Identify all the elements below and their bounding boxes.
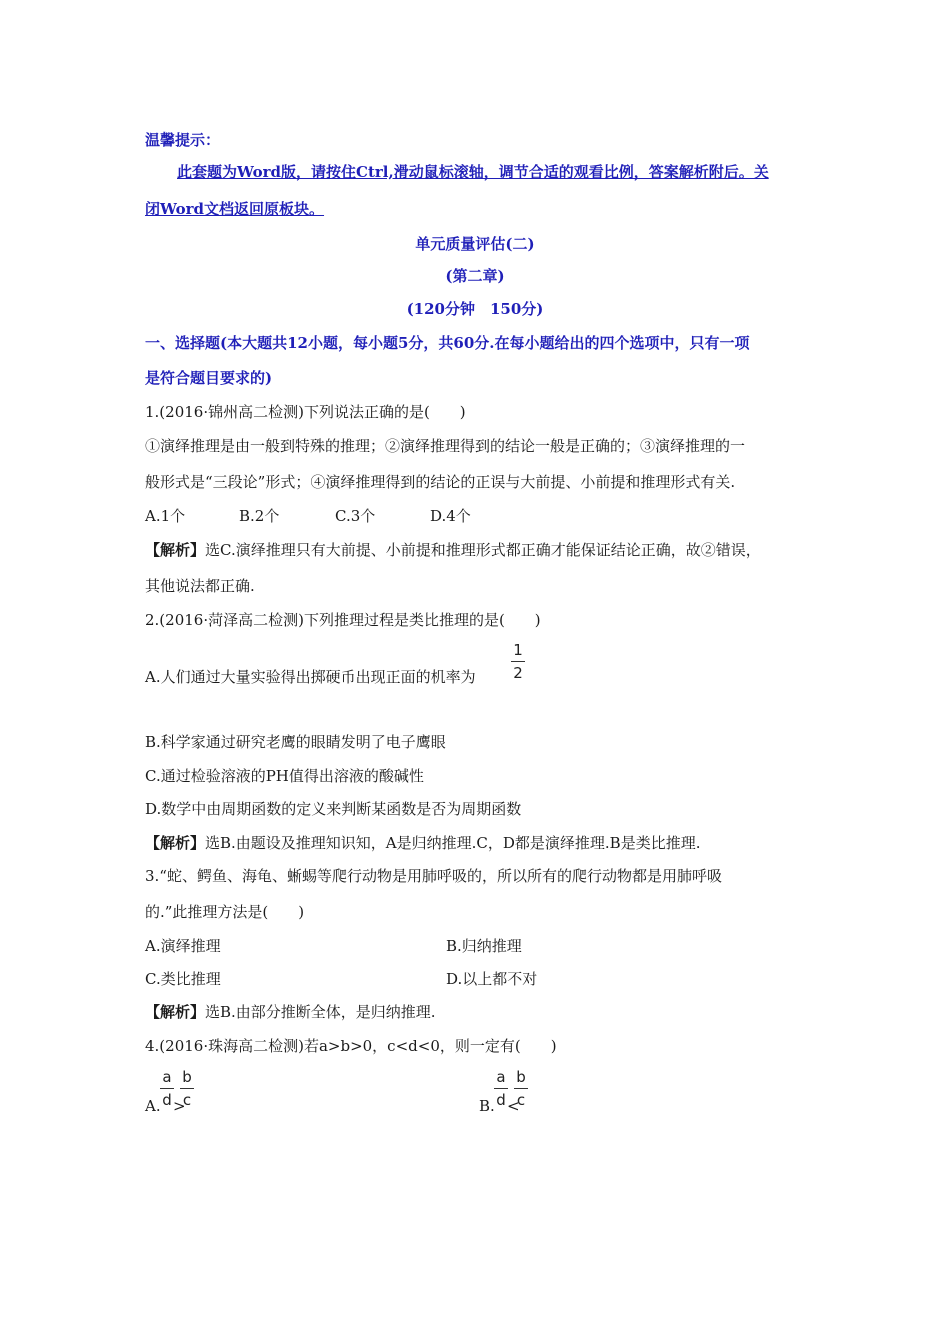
fraction-numerator: b — [182, 1068, 192, 1086]
section-heading: 一、选择题(本大题共12小题，每小题5分，共60分.在每小题给出的四个选项中，只有一项 — [145, 334, 750, 352]
tip-link-line1[interactable]: 此套题为Word版，请按住Ctrl,滑动鼠标滚轴，调节合适的观看比例，答案解析附后。关 — [177, 163, 769, 181]
q3-option-b: B.归纳推理 — [446, 937, 522, 955]
fraction-denominator: d — [496, 1091, 506, 1109]
q4-option-b-label: B. — [479, 1097, 495, 1115]
q1-option-d: D.4个 — [430, 507, 471, 525]
q4-option-a-label: A. — [145, 1097, 161, 1115]
q2-analysis-text: 选B.由题设及推理知识知，A是归纳推理.C，D都是演绎推理.B是类比推理. — [205, 834, 701, 852]
q4-option-b-frac2 — [514, 1068, 528, 1109]
q4-option-a-relation: > — [173, 1097, 186, 1115]
fraction-denominator: 2 — [513, 664, 523, 682]
tip-link-line2[interactable]: 闭Word文档返回原板块。 — [145, 200, 325, 218]
chapter-label: (第二章) — [445, 267, 505, 285]
q1-option-a: A.1个 — [145, 507, 186, 525]
q3-option-a: A.演绎推理 — [145, 937, 221, 955]
q4-option-b-frac1 — [494, 1068, 508, 1109]
q1-option-b: B.2个 — [239, 507, 280, 525]
analysis-label: 【解析】 — [145, 1003, 206, 1021]
q1-stem: 1.(2016·锦州高二检测)下列说法正确的是( ) — [145, 403, 466, 421]
fraction-denominator: c — [516, 1091, 526, 1109]
q2-option-b: B.科学家通过研究老鹰的眼睛发明了电子鹰眼 — [145, 733, 446, 751]
q1-body-line2: 般形式是“三段论”形式；④演绎推理得到的结论的正误与大前提、小前提和推理形式有关. — [145, 473, 736, 491]
fraction-denominator: c — [182, 1091, 192, 1109]
fraction-bar — [511, 661, 525, 662]
q1-analysis-text: 选C.演绎推理只有大前提、小前提和推理形式都正确才能保证结论正确，故②错误， — [205, 541, 761, 559]
fraction-denominator: d — [162, 1091, 172, 1109]
q3-stem: 3.“蛇、鳄鱼、海龟、蜥蜴等爬行动物是用肺呼吸的，所以所有的爬行动物都是用肺呼吸 — [145, 867, 722, 885]
q2-option-a: A.人们通过大量实验得出掷硬币出现正面的机率为 — [145, 668, 476, 686]
q3-option-c: C.类比推理 — [145, 970, 221, 988]
q2-option-d: D.数学中由周期函数的定义来判断某函数是否为周期函数 — [145, 800, 522, 818]
q4-option-a-frac2 — [180, 1068, 194, 1109]
q1-option-c: C.3个 — [335, 507, 376, 525]
q3-stem-cont: 的.”此推理方法是( ) — [145, 903, 305, 921]
fraction-numerator: a — [496, 1068, 506, 1086]
analysis-label: 【解析】 — [145, 834, 206, 852]
fraction-bar — [180, 1088, 194, 1089]
q2-stem: 2.(2016·菏泽高二检测)下列推理过程是类比推理的是( ) — [145, 611, 541, 629]
q3-analysis — [145, 1002, 436, 1022]
q1-analysis-cont: 其他说法都正确. — [145, 577, 255, 595]
fraction-bar — [514, 1088, 528, 1089]
section-heading-cont: 是符合题目要求的) — [145, 369, 273, 387]
fraction-bar — [494, 1088, 508, 1089]
time-score: (120分钟 150分) — [406, 300, 544, 318]
analysis-label: 【解析】 — [145, 541, 206, 559]
q2-option-c: C.通过检验溶液的PH值得出溶液的酸碱性 — [145, 767, 424, 785]
q1-analysis — [145, 540, 761, 560]
fraction-numerator: b — [516, 1068, 526, 1086]
q3-analysis-text: 选B.由部分推断全体，是归纳推理. — [205, 1003, 436, 1021]
fraction-bar — [160, 1088, 174, 1089]
q1-body-line1: ①演绎推理是由一般到特殊的推理；②演绎推理得到的结论一般是正确的；③演绎推理的一 — [145, 437, 746, 455]
tip-title: 温馨提示： — [145, 131, 221, 149]
page-title: 单元质量评估(二) — [415, 235, 535, 253]
fraction-numerator: 1 — [513, 641, 523, 659]
fraction-numerator: a — [162, 1068, 172, 1086]
q3-option-d: D.以上都不对 — [446, 970, 538, 988]
q4-option-a-frac1 — [160, 1068, 174, 1109]
q2-analysis — [145, 833, 700, 853]
q4-option-b-relation: < — [507, 1097, 520, 1115]
q2-fraction — [511, 641, 525, 682]
q4-stem: 4.(2016·珠海高二检测)若a>b>0，c<d<0，则一定有( ) — [145, 1037, 557, 1055]
